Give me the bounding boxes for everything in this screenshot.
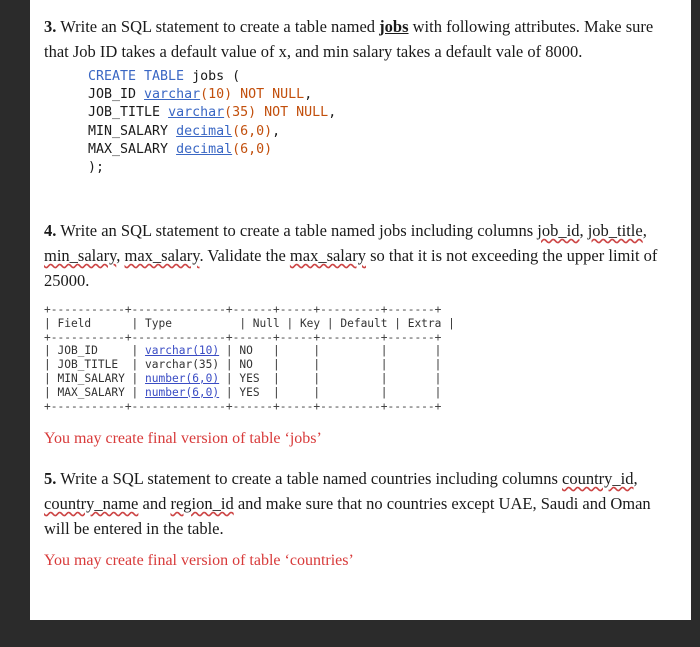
code-punct: , xyxy=(304,87,313,103)
cell-rest: | YES | | | | xyxy=(219,385,442,399)
question-4-number: 4. xyxy=(44,221,57,240)
table-row xyxy=(44,372,455,386)
code-constraint: NOT NULL xyxy=(232,87,305,103)
cell-field: | JOB_TITLE | xyxy=(44,358,146,372)
code-line-4 xyxy=(88,123,336,141)
column-name: job_title xyxy=(587,221,643,240)
code-column: JOB_ID xyxy=(88,87,145,103)
table-border: +-----------+--------------+------+-----+---------+-------+ xyxy=(44,399,442,413)
code-line-3 xyxy=(88,104,336,122)
code-args: (6,0) xyxy=(232,123,273,139)
separator: , xyxy=(579,221,588,240)
cell-field: | JOB_ID | xyxy=(44,344,146,358)
question-5-number: 5. xyxy=(44,469,57,488)
table-row xyxy=(44,358,455,372)
question-3-table-name: jobs xyxy=(379,17,409,36)
column-name: job_id xyxy=(537,221,580,240)
code-line-6 xyxy=(88,159,336,177)
question-3-number: 3. xyxy=(44,17,57,36)
cell-type: number(6,0) xyxy=(145,371,220,385)
code-text: jobs ( xyxy=(184,69,241,84)
question-5-text-c: and make sure that no countries except UAE, Saudi and Oman will be entered in the table. xyxy=(44,494,651,538)
question-4-text-a: Write an SQL statement to create a table named jobs including columns xyxy=(56,221,538,240)
column-name: country_name xyxy=(44,494,139,513)
cell-rest: | NO | | | | xyxy=(219,344,442,358)
cell-field: | MIN_SALARY | xyxy=(44,371,146,385)
column-name: max_salary xyxy=(289,246,366,265)
sql-code-block xyxy=(88,68,336,177)
separator: , xyxy=(633,469,638,488)
table-border: +-----------+--------------+------+-----+---------+-------+ xyxy=(44,303,442,316)
table-header: | Field | Type | Null | Key | Default | Extra | xyxy=(44,316,455,330)
code-column: MIN_SALARY xyxy=(88,123,177,139)
cell-type: varchar(10) xyxy=(145,344,220,358)
column-name: max_salary xyxy=(124,246,200,265)
table-row xyxy=(44,344,455,358)
cell-rest: | YES | | | | xyxy=(219,371,442,385)
code-type: decimal xyxy=(176,141,233,157)
note-jobs: You may create final version of table ‘jobs’ xyxy=(44,430,322,447)
code-type: varchar xyxy=(168,105,225,121)
cell-rest: | NO | | | | xyxy=(219,358,442,372)
code-keyword: CREATE TABLE xyxy=(88,69,185,84)
table-structure xyxy=(44,303,455,413)
question-5-text-a: Write a SQL statement to create a table named countries including columns xyxy=(56,469,563,488)
table-border: +-----------+--------------+------+-----+---------+-------+ xyxy=(44,330,442,344)
question-5 xyxy=(44,466,676,541)
code-text: ); xyxy=(88,160,105,176)
code-column: MAX_SALARY xyxy=(88,141,177,157)
column-name: country_id xyxy=(562,469,634,488)
code-line-1 xyxy=(88,68,336,86)
question-3 xyxy=(44,14,676,64)
code-type: decimal xyxy=(176,123,233,139)
code-column: JOB_TITLE xyxy=(88,105,169,121)
question-4 xyxy=(44,218,676,293)
note-countries: You may create final version of table ‘countries’ xyxy=(44,552,354,569)
separator: , xyxy=(642,221,647,240)
question-3-text-b: with following attributes. Make sure that Job ID takes a default value of x, and min salary takes a default vale of 8000. xyxy=(44,17,654,61)
cell-type: number(6,0) xyxy=(145,385,220,399)
question-4-text-b: . Validate the xyxy=(199,246,290,265)
code-punct: , xyxy=(328,105,337,121)
code-type: varchar xyxy=(144,87,201,103)
cell-field: | MAX_SALARY | xyxy=(44,385,146,399)
column-name: region_id xyxy=(170,494,234,513)
code-args: (6,0) xyxy=(232,141,273,157)
question-4-text-c: so that it is not exceeding the upper limit of 25000. xyxy=(44,246,658,290)
code-line-5 xyxy=(88,141,336,159)
question-5-text-b: and xyxy=(138,494,171,513)
table-row xyxy=(44,386,455,400)
code-args: (35) xyxy=(224,105,257,121)
code-punct: , xyxy=(272,123,281,139)
column-name: min_salary xyxy=(44,246,117,265)
cell-type: varchar(35) xyxy=(145,358,220,372)
document-page xyxy=(30,0,691,620)
code-args: (10) xyxy=(200,87,233,103)
code-line-2 xyxy=(88,86,336,104)
separator: , xyxy=(116,246,125,265)
question-3-text-a: Write an SQL statement to create a table named xyxy=(56,17,380,36)
code-constraint: NOT NULL xyxy=(256,105,329,121)
